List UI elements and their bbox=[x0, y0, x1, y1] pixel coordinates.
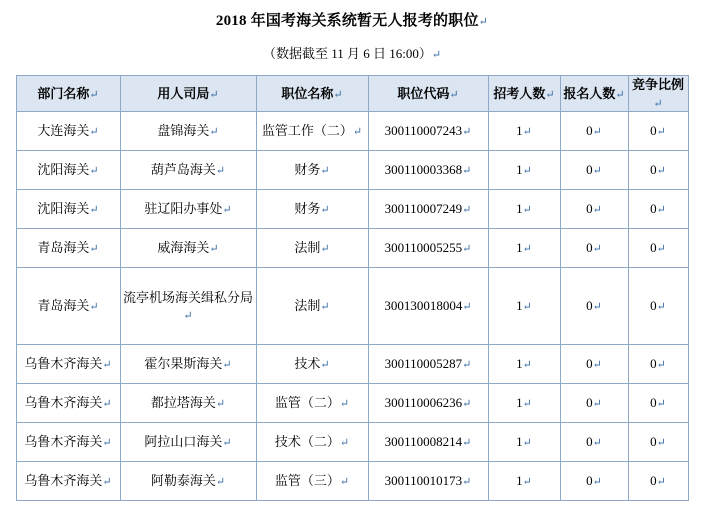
cell-text: 0 bbox=[650, 123, 657, 139]
paragraph-mark-icon: ↵ bbox=[522, 476, 532, 489]
column-header-position bbox=[256, 76, 368, 112]
cell-code bbox=[368, 229, 488, 268]
paragraph-mark-icon: ↵ bbox=[592, 476, 602, 489]
column-header-code bbox=[368, 76, 488, 112]
cell-text: 300110005255 bbox=[384, 240, 463, 256]
paragraph-mark-icon: ↵ bbox=[339, 476, 350, 489]
column-header-label: 职位名称 bbox=[281, 85, 334, 101]
paragraph-mark-icon: ↵ bbox=[462, 165, 472, 178]
cell-text: 法制 bbox=[294, 240, 321, 256]
cell-bureau bbox=[120, 268, 256, 345]
paragraph-mark-icon: ↵ bbox=[592, 437, 602, 450]
cell-applied-count bbox=[560, 345, 628, 384]
table-row bbox=[16, 151, 688, 190]
paragraph-mark-icon: ↵ bbox=[545, 88, 555, 101]
cell-text: 0 bbox=[650, 162, 657, 178]
cell-recruit-count bbox=[488, 190, 560, 229]
cell-position bbox=[256, 112, 368, 151]
cell-department bbox=[16, 345, 120, 384]
cell-text: 霍尔果斯海关 bbox=[144, 356, 223, 372]
cell-text: 0 bbox=[586, 162, 593, 178]
cell-text: 驻辽阳办事处 bbox=[144, 201, 223, 217]
cell-text: 监管工作（二） bbox=[261, 123, 353, 139]
cell-text: 财务 bbox=[294, 201, 321, 217]
table-row bbox=[16, 190, 688, 229]
cell-text: 300110010173 bbox=[384, 473, 463, 489]
paragraph-mark-icon: ↵ bbox=[89, 165, 99, 178]
cell-text: 沈阳海关 bbox=[37, 162, 90, 178]
paragraph-mark-icon: ↵ bbox=[462, 243, 472, 256]
cell-text: 300130018004 bbox=[384, 298, 463, 314]
cell-text: 0 bbox=[586, 395, 593, 411]
cell-text: 阿勒泰海关 bbox=[150, 473, 216, 489]
paragraph-mark-icon: ↵ bbox=[320, 301, 330, 314]
cell-text: 300110003368 bbox=[384, 162, 463, 178]
cell-text: 葫芦岛海关 bbox=[150, 162, 216, 178]
paragraph-mark-icon: ↵ bbox=[522, 204, 532, 217]
cell-text: 0 bbox=[650, 356, 657, 372]
column-header-department bbox=[16, 76, 120, 112]
paragraph-mark-icon: ↵ bbox=[462, 476, 472, 489]
cell-recruit-count bbox=[488, 268, 560, 345]
cell-text: 0 bbox=[650, 298, 657, 314]
paragraph-mark-icon: ↵ bbox=[522, 301, 532, 314]
cell-text: 0 bbox=[650, 395, 657, 411]
cell-department bbox=[16, 112, 120, 151]
table-row bbox=[16, 423, 688, 462]
cell-text: 0 bbox=[586, 201, 593, 217]
column-header-label: 部门名称 bbox=[37, 85, 90, 101]
paragraph-mark-icon: ↵ bbox=[339, 398, 350, 411]
cell-position bbox=[256, 345, 368, 384]
cell-text: 财务 bbox=[294, 162, 321, 178]
cell-position bbox=[256, 151, 368, 190]
cell-applied-count bbox=[560, 112, 628, 151]
page-title bbox=[0, 9, 704, 30]
table-row bbox=[16, 268, 688, 345]
paragraph-mark-icon: ↵ bbox=[592, 126, 602, 139]
table-row bbox=[16, 345, 688, 384]
cell-text: 盘锦海关 bbox=[157, 123, 210, 139]
paragraph-mark-icon: ↵ bbox=[656, 476, 666, 489]
paragraph-mark-icon: ↵ bbox=[656, 204, 666, 217]
cell-applied-count bbox=[560, 190, 628, 229]
cell-applied-count bbox=[560, 384, 628, 423]
cell-bureau bbox=[120, 345, 256, 384]
column-header-applied-count bbox=[560, 76, 628, 112]
paragraph-mark-icon: ↵ bbox=[89, 243, 99, 256]
table-row bbox=[16, 384, 688, 423]
cell-position bbox=[256, 229, 368, 268]
paragraph-mark-icon: ↵ bbox=[522, 359, 532, 372]
cell-text: 技术（二） bbox=[274, 434, 340, 450]
cell-text: 青岛海关 bbox=[37, 298, 90, 314]
paragraph-mark-icon: ↵ bbox=[592, 165, 602, 178]
cell-department bbox=[16, 229, 120, 268]
cell-code bbox=[368, 423, 488, 462]
column-header-ratio bbox=[628, 76, 688, 112]
cell-ratio bbox=[628, 190, 688, 229]
cell-ratio bbox=[628, 345, 688, 384]
cell-bureau bbox=[120, 384, 256, 423]
paragraph-mark-icon: ↵ bbox=[656, 126, 666, 139]
table-row bbox=[16, 229, 688, 268]
paragraph-mark-icon: ↵ bbox=[592, 359, 602, 372]
paragraph-mark-icon: ↵ bbox=[89, 301, 99, 314]
page-title-text: 2018 年国考海关系统暂无人报考的职位 bbox=[215, 13, 479, 29]
column-header-label: 招考人数 bbox=[493, 85, 546, 101]
cell-text: 流亭机场海关缉私分局 bbox=[122, 289, 253, 305]
paragraph-mark-icon: ↵ bbox=[183, 310, 193, 323]
paragraph-mark-icon: ↵ bbox=[462, 398, 472, 411]
cell-applied-count bbox=[560, 229, 628, 268]
cell-ratio bbox=[628, 268, 688, 345]
cell-recruit-count bbox=[488, 384, 560, 423]
cell-text: 青岛海关 bbox=[37, 240, 90, 256]
paragraph-mark-icon: ↵ bbox=[102, 359, 112, 372]
cell-text: 0 bbox=[650, 240, 657, 256]
cell-code bbox=[368, 151, 488, 190]
cell-applied-count bbox=[560, 151, 628, 190]
paragraph-mark-icon: ↵ bbox=[462, 437, 472, 450]
cell-text: 0 bbox=[586, 356, 593, 372]
paragraph-mark-icon: ↵ bbox=[352, 126, 363, 139]
cell-text: 1 bbox=[516, 298, 523, 314]
cell-department bbox=[16, 384, 120, 423]
table-header bbox=[16, 76, 688, 112]
cell-applied-count bbox=[560, 462, 628, 501]
page-subtitle bbox=[0, 43, 704, 62]
paragraph-mark-icon: ↵ bbox=[102, 437, 112, 450]
cell-department bbox=[16, 462, 120, 501]
cell-position bbox=[256, 423, 368, 462]
cell-recruit-count bbox=[488, 423, 560, 462]
paragraph-mark-icon: ↵ bbox=[592, 243, 602, 256]
column-header-recruit-count bbox=[488, 76, 560, 112]
cell-position bbox=[256, 462, 368, 501]
paragraph-mark-icon: ↵ bbox=[656, 301, 666, 314]
cell-code bbox=[368, 112, 488, 151]
cell-bureau bbox=[120, 229, 256, 268]
paragraph-mark-icon: ↵ bbox=[320, 204, 330, 217]
cell-code bbox=[368, 345, 488, 384]
document-page bbox=[0, 9, 704, 529]
cell-text: 0 bbox=[586, 298, 593, 314]
cell-text: 0 bbox=[586, 434, 593, 450]
paragraph-mark-icon: ↵ bbox=[222, 204, 232, 217]
cell-position bbox=[256, 268, 368, 345]
cell-applied-count bbox=[560, 268, 628, 345]
cell-text: 监管（三） bbox=[274, 473, 340, 489]
table-header-row bbox=[16, 76, 688, 112]
cell-applied-count bbox=[560, 423, 628, 462]
paragraph-mark-icon: ↵ bbox=[462, 359, 472, 372]
cell-text: 威海海关 bbox=[157, 240, 210, 256]
cell-text: 1 bbox=[516, 395, 523, 411]
cell-code bbox=[368, 462, 488, 501]
paragraph-mark-icon: ↵ bbox=[592, 204, 602, 217]
cell-recruit-count bbox=[488, 112, 560, 151]
cell-text: 0 bbox=[650, 434, 657, 450]
cell-text: 0 bbox=[586, 123, 593, 139]
cell-bureau bbox=[120, 112, 256, 151]
cell-code bbox=[368, 268, 488, 345]
cell-recruit-count bbox=[488, 462, 560, 501]
paragraph-mark-icon: ↵ bbox=[333, 88, 343, 101]
cell-bureau bbox=[120, 423, 256, 462]
cell-text: 1 bbox=[516, 473, 523, 489]
cell-ratio bbox=[628, 462, 688, 501]
paragraph-mark-icon: ↵ bbox=[209, 243, 219, 256]
column-header-label: 用人司局 bbox=[157, 85, 210, 101]
paragraph-mark-icon: ↵ bbox=[656, 359, 666, 372]
cell-ratio bbox=[628, 112, 688, 151]
cell-position bbox=[256, 190, 368, 229]
cell-bureau bbox=[120, 190, 256, 229]
cell-text: 沈阳海关 bbox=[37, 201, 90, 217]
paragraph-mark-icon: ↵ bbox=[522, 398, 532, 411]
column-header-label: 竞争比例 bbox=[631, 77, 684, 92]
column-header-bureau bbox=[120, 76, 256, 112]
paragraph-mark-icon: ↵ bbox=[320, 359, 330, 372]
cell-ratio bbox=[628, 151, 688, 190]
positions-table bbox=[16, 75, 689, 501]
cell-text: 300110007243 bbox=[384, 123, 463, 139]
cell-department bbox=[16, 190, 120, 229]
cell-department bbox=[16, 423, 120, 462]
cell-text: 1 bbox=[516, 162, 523, 178]
paragraph-mark-icon: ↵ bbox=[209, 126, 219, 139]
cell-bureau bbox=[120, 151, 256, 190]
paragraph-mark-icon: ↵ bbox=[462, 204, 472, 217]
cell-text: 1 bbox=[516, 123, 523, 139]
table-body bbox=[16, 112, 688, 501]
paragraph-mark-icon: ↵ bbox=[320, 243, 330, 256]
paragraph-mark-icon: ↵ bbox=[89, 126, 99, 139]
cell-text: 乌鲁木齐海关 bbox=[24, 473, 103, 489]
cell-text: 0 bbox=[650, 473, 657, 489]
paragraph-mark-icon: ↵ bbox=[102, 398, 112, 411]
cell-ratio bbox=[628, 229, 688, 268]
page-subtitle-text: （数据截至 11 月 6 日 16:00） bbox=[262, 46, 432, 61]
paragraph-mark-icon: ↵ bbox=[431, 49, 442, 61]
cell-text: 1 bbox=[516, 201, 523, 217]
paragraph-mark-icon: ↵ bbox=[522, 437, 532, 450]
table-row bbox=[16, 112, 688, 151]
paragraph-mark-icon: ↵ bbox=[222, 359, 232, 372]
cell-text: 乌鲁木齐海关 bbox=[24, 356, 103, 372]
cell-text: 大连海关 bbox=[37, 123, 90, 139]
paragraph-mark-icon: ↵ bbox=[89, 204, 99, 217]
cell-recruit-count bbox=[488, 345, 560, 384]
paragraph-mark-icon: ↵ bbox=[449, 88, 459, 101]
column-header-label: 报名人数 bbox=[563, 85, 616, 101]
cell-text: 300110007249 bbox=[384, 201, 463, 217]
cell-bureau bbox=[120, 462, 256, 501]
cell-text: 1 bbox=[516, 434, 523, 450]
table-row bbox=[16, 462, 688, 501]
cell-ratio bbox=[628, 384, 688, 423]
paragraph-mark-icon: ↵ bbox=[462, 301, 472, 314]
paragraph-mark-icon: ↵ bbox=[215, 165, 226, 178]
paragraph-mark-icon: ↵ bbox=[209, 88, 219, 101]
paragraph-mark-icon: ↵ bbox=[215, 476, 226, 489]
cell-position bbox=[256, 384, 368, 423]
cell-department bbox=[16, 268, 120, 345]
paragraph-mark-icon: ↵ bbox=[522, 243, 532, 256]
cell-text: 0 bbox=[650, 201, 657, 217]
paragraph-mark-icon: ↵ bbox=[215, 398, 226, 411]
cell-code bbox=[368, 384, 488, 423]
cell-text: 300110006236 bbox=[384, 395, 463, 411]
paragraph-mark-icon: ↵ bbox=[656, 398, 666, 411]
cell-recruit-count bbox=[488, 151, 560, 190]
cell-text: 监管（二） bbox=[274, 395, 340, 411]
cell-department bbox=[16, 151, 120, 190]
cell-text: 1 bbox=[516, 356, 523, 372]
cell-text: 0 bbox=[586, 240, 593, 256]
paragraph-mark-icon: ↵ bbox=[339, 437, 350, 450]
cell-text: 法制 bbox=[294, 298, 321, 314]
cell-text: 300110008214 bbox=[384, 434, 463, 450]
column-header-label: 职位代码 bbox=[397, 85, 450, 101]
cell-text: 乌鲁木齐海关 bbox=[24, 395, 103, 411]
paragraph-mark-icon: ↵ bbox=[102, 476, 112, 489]
paragraph-mark-icon: ↵ bbox=[522, 126, 532, 139]
cell-ratio bbox=[628, 423, 688, 462]
paragraph-mark-icon: ↵ bbox=[592, 398, 602, 411]
paragraph-mark-icon: ↵ bbox=[656, 243, 666, 256]
cell-text: 都拉塔海关 bbox=[150, 395, 216, 411]
cell-text: 乌鲁木齐海关 bbox=[24, 434, 103, 450]
paragraph-mark-icon: ↵ bbox=[653, 97, 663, 110]
cell-recruit-count bbox=[488, 229, 560, 268]
cell-text: 技术 bbox=[294, 356, 321, 372]
paragraph-mark-icon: ↵ bbox=[656, 437, 666, 450]
paragraph-mark-icon: ↵ bbox=[522, 165, 532, 178]
paragraph-mark-icon: ↵ bbox=[478, 16, 489, 28]
cell-code bbox=[368, 190, 488, 229]
paragraph-mark-icon: ↵ bbox=[320, 165, 330, 178]
paragraph-mark-icon: ↵ bbox=[222, 437, 232, 450]
paragraph-mark-icon: ↵ bbox=[89, 88, 99, 101]
paragraph-mark-icon: ↵ bbox=[656, 165, 666, 178]
paragraph-mark-icon: ↵ bbox=[592, 301, 602, 314]
paragraph-mark-icon: ↵ bbox=[615, 88, 625, 101]
paragraph-mark-icon: ↵ bbox=[462, 126, 472, 139]
cell-text: 0 bbox=[586, 473, 593, 489]
cell-text: 300110005287 bbox=[384, 356, 463, 372]
cell-text: 1 bbox=[516, 240, 523, 256]
cell-text: 阿拉山口海关 bbox=[144, 434, 223, 450]
